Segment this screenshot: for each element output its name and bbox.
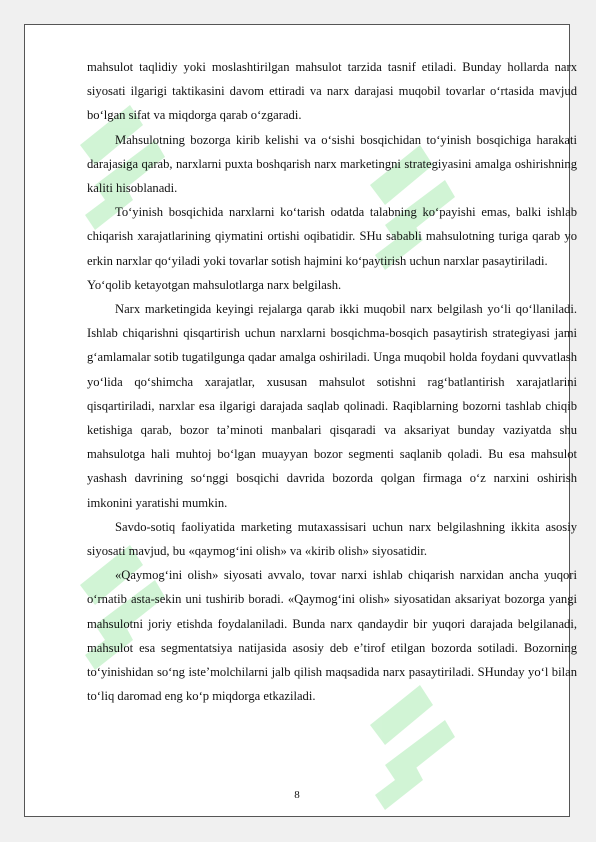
paragraph: To‘yinish bosqichida narxlarni ko‘tarish odatda talabning ko‘payishi emas, balki ishlab chiqarish xarajatlarining qiymatini ortishi oqibatidir. SHu sababli mahsulotning turiga qarab yo erkin narxlar qo‘yiladi yoki tovarlar sotish hajmini ko‘paytirish uchun narxlar pasaytiriladi. xyxy=(87,205,577,268)
page-number: 8 xyxy=(294,789,300,801)
paragraph: Narx marketingida keyingi rejalarga qarab ikki muqobil narx belgilash yo‘li qo‘llaniladi. Ishlab chiqarishni qisqartirish uchun narxlarni bosqichma-bosqich pasaytirish strategiyasi jami g‘amlamalar sotib tugatilgunga qadar amalga oshiriladi. Unga muqobil holda foydani quvvatlash yo‘lida qo‘shimcha xarajatlar, xususan mahsulot sotishni rag‘batlantirish xarajatlarini qisqartiriladi, narxlar esa ilgarigi darajada saqlab qolinadi. Raqiblarning bozorni tashlab chiqib ketishiga qarab, bozor ta’minoti manbalari qisqaradi va aksariyat bunday vaziyatda shu mahsulotga hali muhtoj bo‘lgan muayyan bozor segmenti saqlanib qoladi. Bu esa mahsulot yashash davrining so‘nggi bosqichi davrida bozorda qolgan firmaga o‘z narxini oshirish imkonini yaratishi mumkin. xyxy=(87,302,577,510)
paragraph: Mahsulotning bozorga kirib kelishi va o‘sishi bosqichidan to‘yinish bosqichiga harakati darajasiga qarab, narxlarni puxta boshqarish narx marketingni strategiyasini amalga oshirishning kaliti hisoblanadi. xyxy=(87,132,577,196)
paragraph: mahsulot taqlidiy yoki moslashtirilgan mahsulot tarzida tasnif etiladi. Bunday hollarda narx siyosati ilgarigi taktikasini davom ettiradi va narx darajasi muqobil tovarlar o‘rtasida mavjud bo‘lgan sifat va miqdorga qarab o‘zgaradi. xyxy=(87,60,577,123)
paragraph: Yo‘qolib ketayotgan mahsulotlarga narx belgilash. xyxy=(87,277,342,292)
body-text xyxy=(87,55,577,708)
paragraph: «Qaymog‘ini olish» siyosati avvalo, tovar narxi ishlab chiqarish narxidan ancha yuqori o‘rnatib asta-sekin uni tushirib boradi. «Qaymog‘ini olish» siyosatidan aksariyat bozorga yangi mahsulotni joriy etishda foydalaniladi. Bunda narx qandaydir bir yuqori darajada belgilanadi, mahsulot esa segmentatsiya natijasida asosiy deb e’tirof etilgan bozorda sotiladi. Bozorning to‘yinishidan so‘ng iste’molchilarni jalb qilish maqsadida narx pasaytiriladi. SHunday yo‘l bilan to‘liq daromad eng ko‘p miqdorga etkaziladi. xyxy=(87,568,577,704)
document-page xyxy=(24,24,577,817)
paragraph: Savdo-sotiq faoliyatida marketing mutaxassisari uchun narx belgilashning ikkita asosiy siyosati mavjud, bu «qaymog‘ini olish» va «kirib olish» siyosatidir. xyxy=(87,519,577,559)
